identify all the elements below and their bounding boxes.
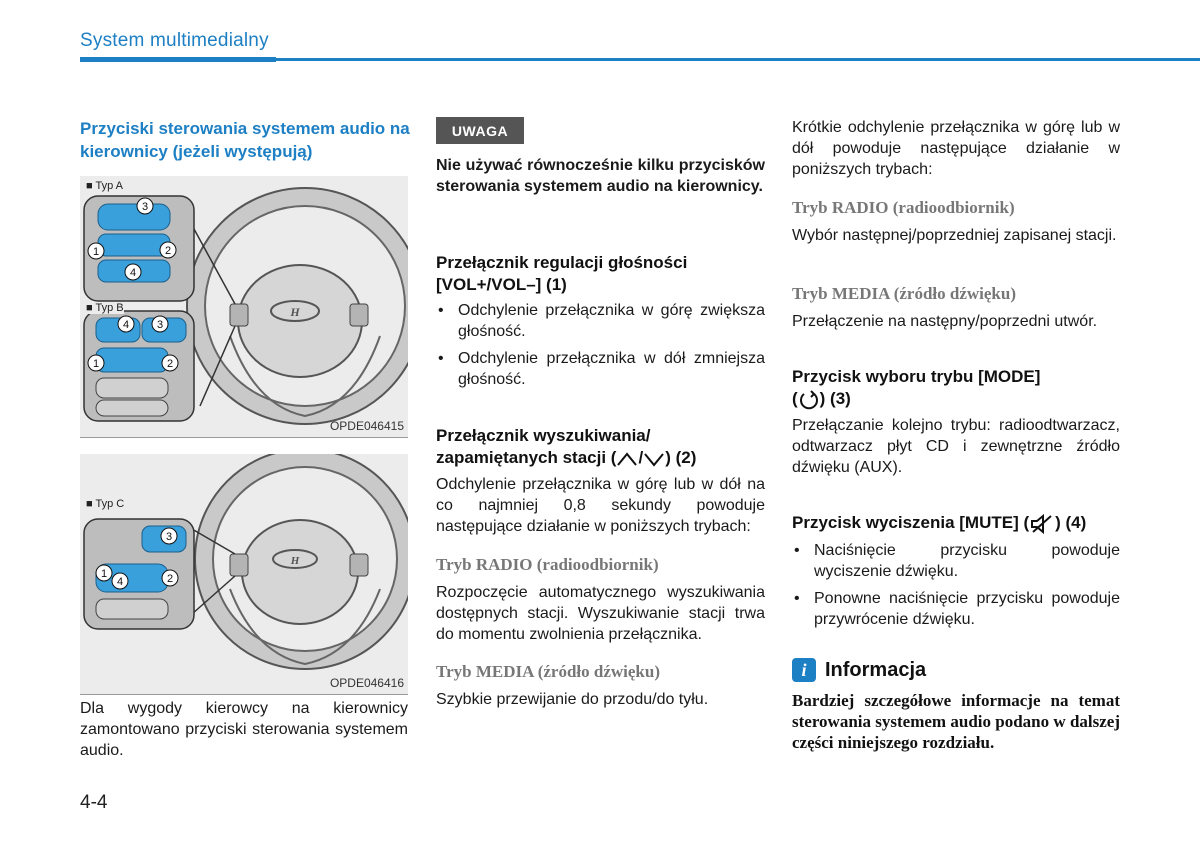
mode-heading-line2: [792, 388, 1120, 410]
callout-c-2: [162, 570, 178, 586]
media-mode-body: Szybkie przewijanie do przodu/do tyłu.: [436, 691, 709, 708]
svg-text:3: 3: [156, 319, 164, 331]
list-item: • Naciśnięcie przycisku powoduje wyciszenie dźwięku.: [792, 540, 1120, 582]
steering-wheel-figure-c: [80, 454, 408, 694]
info-body: Bardziej szczegółowe informacje na temat sterowania systemem audio podano w dalszej części niniejszego rozdziału.: [792, 691, 1120, 752]
radio-mode-body: Rozpoczęcie automatycznego wyszukiwania dostępnych stacji. Wyszukiwanie stacji trwa do momentu zwolnienia przełącznika.: [436, 584, 765, 643]
chevron-down-icon: [643, 451, 665, 467]
callout-b-1: [88, 355, 104, 371]
svg-text:1: 1: [100, 568, 108, 580]
svg-text:4: 4: [122, 319, 130, 331]
svg-text:2: 2: [166, 358, 174, 370]
mode-heading-line1: Przycisk wyboru trybu [MODE]: [792, 367, 1041, 386]
radio-mode-heading: Tryb RADIO (radioodbiornik): [436, 555, 659, 574]
callout-c-4: [112, 573, 128, 589]
svg-text:4: 4: [129, 267, 137, 279]
type-b-label: ■ Typ B: [86, 302, 124, 314]
type-c-label: ■ Typ C: [86, 498, 125, 510]
mute-icon: [1029, 514, 1055, 534]
mode-heading: [792, 366, 1120, 410]
list-item: • Odchylenie przełącznika w dół zmniejsza głośność.: [436, 348, 765, 390]
callout-a-1: [88, 243, 104, 259]
callout-a-3: [137, 198, 153, 214]
figure-code: OPDE046416: [329, 676, 404, 690]
seek-heading-suffix: ) (2): [665, 448, 697, 467]
steering-wheel-illustration-ab: [80, 176, 408, 437]
media-mode-heading-2: Tryb MEDIA (źródło dźwięku): [792, 284, 1016, 303]
section-header: System multimedialny: [80, 30, 269, 51]
seek-body: Odchylenie przełącznika w górę lub w dół na co najmniej 0,8 sekundy powoduje następujące działanie w poniższych trybach:: [436, 476, 765, 535]
mute-bullets: [792, 540, 1120, 636]
media-mode-heading: Tryb MEDIA (źródło dźwięku): [436, 662, 660, 681]
steering-wheel-figure-ab: [80, 176, 408, 437]
info-icon: i: [792, 658, 816, 682]
intro-paragraph: Dla wygody kierowcy na kierownicy zamontowano przyciski sterowania systemem audio.: [80, 700, 408, 759]
warning-badge: UWAGA: [436, 117, 524, 144]
page-number: 4-4: [80, 792, 108, 813]
callout-b-4: [118, 316, 134, 332]
svg-text:H: H: [290, 305, 300, 319]
media-mode-body-2: Przełączenie na następny/poprzedni utwór.: [792, 313, 1098, 330]
callout-c-3: [161, 528, 177, 544]
short-press-intro: Krótkie odchylenie przełącznika w górę lub w dół powoduje następujące działanie w poniższych trybach:: [792, 119, 1120, 178]
seek-heading-slash: /: [638, 448, 644, 467]
header-rule-accent: [80, 57, 276, 62]
warning-text: Nie używać równocześnie kilku przycisków sterowania systemem audio na kierownicy.: [436, 157, 765, 195]
steering-wheel-illustration-c: [80, 454, 408, 694]
mode-heading-suffix: ) (3): [819, 389, 851, 408]
volume-bullets: [436, 300, 765, 396]
mute-heading-suffix: ) (4): [1055, 513, 1087, 532]
mode-heading-prefix: (: [792, 389, 798, 408]
type-a-label: ■ Typ A: [86, 180, 124, 192]
radio-mode-heading-2: Tryb RADIO (radioodbiornik): [792, 198, 1015, 217]
list-item: • Odchylenie przełącznika w górę zwiększa głośność.: [436, 300, 765, 342]
seek-heading-prefix: zapamiętanych stacji (: [436, 448, 617, 467]
seek-heading: [436, 425, 765, 469]
radio-mode-body-2: Wybór następnej/poprzedniej zapisanej stacji.: [792, 227, 1117, 244]
svg-text:H: H: [290, 555, 300, 567]
svg-text:1: 1: [92, 358, 100, 370]
svg-text:3: 3: [165, 531, 173, 543]
svg-text:2: 2: [164, 245, 172, 257]
svg-text:4: 4: [116, 576, 124, 588]
volume-heading: Przełącznik regulacji głośności [VOL+/VOL–] (1): [436, 253, 688, 294]
callout-a-4: [125, 264, 141, 280]
mute-heading-prefix: Przycisk wyciszenia [MUTE] (: [792, 513, 1030, 532]
figure-divider: [80, 694, 408, 695]
chevron-up-icon: [616, 451, 638, 467]
seek-heading-line1: Przełącznik wyszukiwania/: [436, 426, 651, 445]
info-title: Informacja: [825, 659, 927, 681]
callout-a-2: [160, 242, 176, 258]
figure-code: OPDE046415: [329, 419, 404, 433]
svg-text:2: 2: [166, 573, 174, 585]
figure-divider: [80, 437, 408, 438]
section-title: Przyciski sterowania systemem audio na kierownicy (jeżeli występują): [80, 119, 410, 161]
svg-text:3: 3: [141, 201, 149, 213]
callout-b-2: [162, 355, 178, 371]
seek-heading-line2: [436, 447, 765, 469]
mute-heading: [792, 512, 1120, 534]
list-item: • Ponowne naciśnięcie przycisku powoduje przywrócenie dźwięku.: [792, 588, 1120, 630]
svg-text:1: 1: [92, 246, 100, 258]
mode-cycle-icon: [798, 390, 820, 410]
callout-b-3: [152, 316, 168, 332]
mode-body: Przełączanie kolejno trybu: radioodtwarzacz, odtwarzacz płyt CD i zewnętrzne źródło dźwięku (AUX).: [792, 417, 1120, 476]
callout-c-1: [96, 565, 112, 581]
